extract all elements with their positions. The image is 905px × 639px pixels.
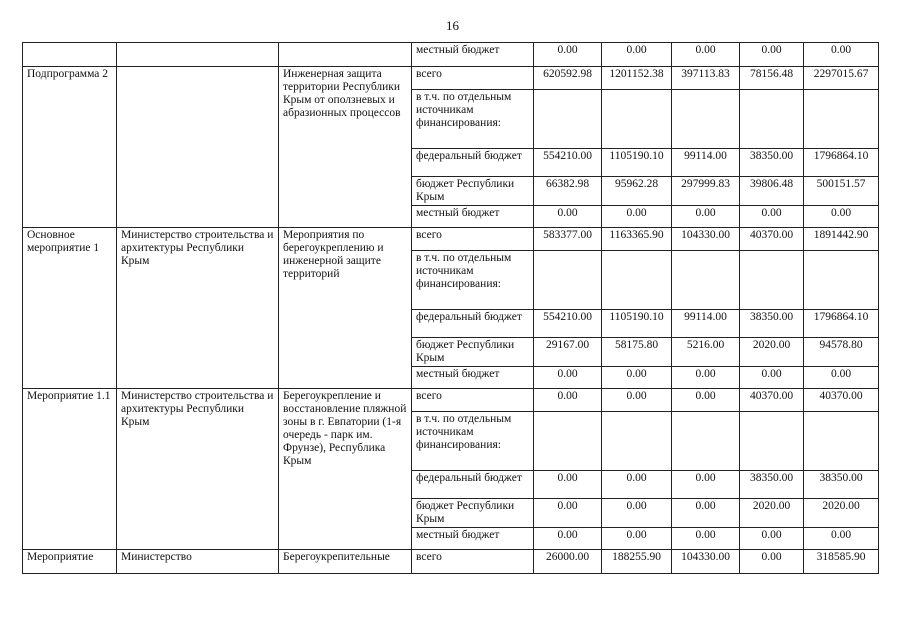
table-row — [23, 228, 879, 251]
total-value-cell: 1796864.10 — [804, 310, 879, 338]
table-row — [23, 67, 879, 90]
year-value-cell: 0.00 — [534, 499, 602, 528]
year-value-cell: 0.00 — [602, 471, 672, 499]
table-row — [23, 43, 879, 67]
year-value-cell: 0.00 — [602, 389, 672, 412]
program-name-cell: Мероприятие — [23, 550, 117, 574]
year-value-cell: 620592.98 — [534, 67, 602, 90]
funding-source-cell: местный бюджет — [412, 43, 534, 67]
total-value-cell: 38350.00 — [804, 471, 879, 499]
funding-source-cell: всего — [412, 67, 534, 90]
total-value-cell: 2297015.67 — [804, 67, 879, 90]
total-value-cell: 0.00 — [804, 528, 879, 550]
total-value-cell: 94578.80 — [804, 338, 879, 367]
total-value-cell: 0.00 — [804, 367, 879, 389]
year-value-cell: 0.00 — [602, 528, 672, 550]
year-value-cell: 0.00 — [602, 367, 672, 389]
year-value-cell: 0.00 — [672, 499, 740, 528]
year-value-cell — [740, 412, 804, 471]
year-value-cell: 0.00 — [740, 528, 804, 550]
year-value-cell — [672, 90, 740, 149]
total-value-cell: 500151.57 — [804, 177, 879, 206]
total-value-cell: 0.00 — [804, 206, 879, 228]
year-value-cell: 78156.48 — [740, 67, 804, 90]
year-value-cell: 40370.00 — [740, 389, 804, 412]
program-name-cell: Мероприятие 1.1 — [23, 389, 117, 550]
year-value-cell: 1105190.10 — [602, 310, 672, 338]
total-value-cell — [804, 90, 879, 149]
year-value-cell: 95962.28 — [602, 177, 672, 206]
year-value-cell: 0.00 — [534, 389, 602, 412]
year-value-cell: 583377.00 — [534, 228, 602, 251]
year-value-cell: 1105190.10 — [602, 149, 672, 177]
year-value-cell — [534, 251, 602, 310]
year-value-cell: 0.00 — [534, 367, 602, 389]
executor-cell: Министерство строительства и архитектуры Республики Крым — [117, 389, 279, 550]
total-value-cell: 1891442.90 — [804, 228, 879, 251]
year-value-cell: 0.00 — [602, 499, 672, 528]
funding-source-cell: в т.ч. по отдельным источникам финансирования: — [412, 90, 534, 149]
year-value-cell: 26000.00 — [534, 550, 602, 574]
total-value-cell — [804, 251, 879, 310]
year-value-cell — [534, 90, 602, 149]
total-value-cell: 1796864.10 — [804, 149, 879, 177]
executor-cell: Министерство строительства и архитектуры Республики Крым — [117, 228, 279, 389]
year-value-cell: 0.00 — [534, 528, 602, 550]
total-value-cell: 2020.00 — [804, 499, 879, 528]
funding-source-cell: всего — [412, 228, 534, 251]
measure-title-cell: Мероприятия по берегоукреплению и инженерной защите территорий — [279, 228, 412, 389]
year-value-cell: 0.00 — [672, 528, 740, 550]
executor-cell — [117, 67, 279, 228]
year-value-cell: 0.00 — [534, 471, 602, 499]
year-value-cell — [534, 412, 602, 471]
program-name-cell: Основное мероприятие 1 — [23, 228, 117, 389]
year-value-cell: 1201152.38 — [602, 67, 672, 90]
funding-source-cell: местный бюджет — [412, 206, 534, 228]
year-value-cell: 397113.83 — [672, 67, 740, 90]
year-value-cell: 5216.00 — [672, 338, 740, 367]
year-value-cell: 104330.00 — [672, 228, 740, 251]
year-value-cell — [602, 251, 672, 310]
year-value-cell: 188255.90 — [602, 550, 672, 574]
year-value-cell: 0.00 — [740, 206, 804, 228]
year-value-cell: 104330.00 — [672, 550, 740, 574]
budget-table — [22, 42, 879, 574]
year-value-cell: 554210.00 — [534, 149, 602, 177]
year-value-cell: 0.00 — [672, 389, 740, 412]
measure-title-cell: Инженерная защита территории Республики Крым от оползневых и абразионных процессов — [279, 67, 412, 228]
year-value-cell: 0.00 — [672, 43, 740, 67]
measure-title-cell: Берегоукрепительные — [279, 550, 412, 574]
year-value-cell: 0.00 — [534, 206, 602, 228]
total-value-cell: 0.00 — [804, 43, 879, 67]
year-value-cell: 0.00 — [672, 471, 740, 499]
funding-source-cell: местный бюджет — [412, 367, 534, 389]
executor-cell — [117, 43, 279, 67]
year-value-cell: 0.00 — [672, 367, 740, 389]
total-value-cell: 318585.90 — [804, 550, 879, 574]
funding-source-cell: бюджет Республики Крым — [412, 177, 534, 206]
year-value-cell: 39806.48 — [740, 177, 804, 206]
year-value-cell — [740, 90, 804, 149]
measure-title-cell — [279, 43, 412, 67]
year-value-cell: 0.00 — [740, 43, 804, 67]
year-value-cell: 554210.00 — [534, 310, 602, 338]
year-value-cell: 0.00 — [602, 206, 672, 228]
year-value-cell — [602, 90, 672, 149]
year-value-cell: 38350.00 — [740, 471, 804, 499]
year-value-cell: 0.00 — [740, 367, 804, 389]
year-value-cell: 29167.00 — [534, 338, 602, 367]
table-row — [23, 389, 879, 412]
year-value-cell: 1163365.90 — [602, 228, 672, 251]
funding-source-cell: всего — [412, 389, 534, 412]
table-body — [23, 43, 879, 574]
year-value-cell — [672, 251, 740, 310]
page-number: 16 — [446, 18, 459, 33]
funding-source-cell: федеральный бюджет — [412, 310, 534, 338]
year-value-cell: 66382.98 — [534, 177, 602, 206]
year-value-cell — [602, 412, 672, 471]
year-value-cell: 99114.00 — [672, 149, 740, 177]
year-value-cell: 297999.83 — [672, 177, 740, 206]
year-value-cell — [740, 251, 804, 310]
year-value-cell: 38350.00 — [740, 149, 804, 177]
year-value-cell: 2020.00 — [740, 338, 804, 367]
year-value-cell: 0.00 — [672, 206, 740, 228]
year-value-cell: 40370.00 — [740, 228, 804, 251]
program-name-cell: Подпрограмма 2 — [23, 67, 117, 228]
executor-cell: Министерство — [117, 550, 279, 574]
funding-source-cell: всего — [412, 550, 534, 574]
year-value-cell: 0.00 — [534, 43, 602, 67]
funding-source-cell: в т.ч. по отдельным источникам финансирования: — [412, 412, 534, 471]
funding-source-cell: в т.ч. по отдельным источникам финансирования: — [412, 251, 534, 310]
total-value-cell: 40370.00 — [804, 389, 879, 412]
total-value-cell — [804, 412, 879, 471]
program-name-cell — [23, 43, 117, 67]
year-value-cell — [672, 412, 740, 471]
funding-source-cell: федеральный бюджет — [412, 149, 534, 177]
year-value-cell: 2020.00 — [740, 499, 804, 528]
table-row — [23, 550, 879, 574]
year-value-cell: 99114.00 — [672, 310, 740, 338]
measure-title-cell: Берегоукрепление и восстановление пляжной зоны в г. Евпатории (1-я очередь - парк им. Фрунзе), Республика Крым — [279, 389, 412, 550]
funding-source-cell: федеральный бюджет — [412, 471, 534, 499]
year-value-cell: 0.00 — [740, 550, 804, 574]
funding-source-cell: бюджет Республики Крым — [412, 338, 534, 367]
funding-source-cell: местный бюджет — [412, 528, 534, 550]
year-value-cell: 38350.00 — [740, 310, 804, 338]
funding-source-cell: бюджет Республики Крым — [412, 499, 534, 528]
year-value-cell: 0.00 — [602, 43, 672, 67]
year-value-cell: 58175.80 — [602, 338, 672, 367]
